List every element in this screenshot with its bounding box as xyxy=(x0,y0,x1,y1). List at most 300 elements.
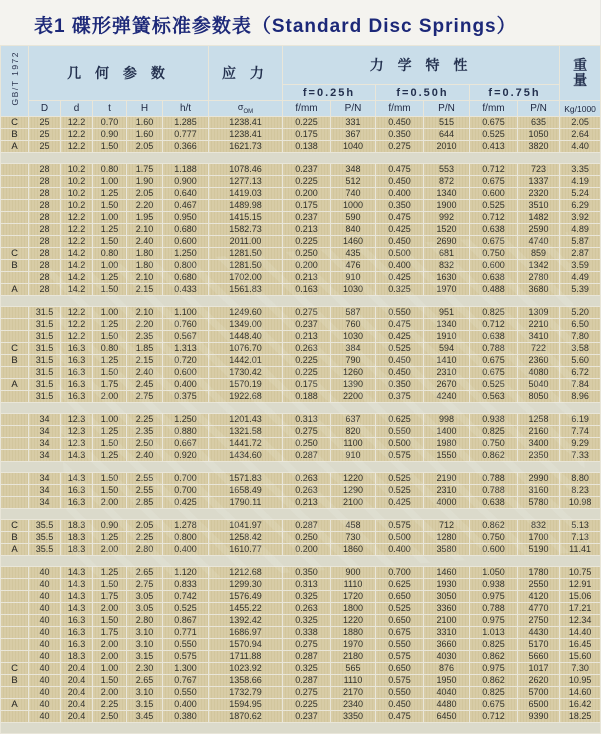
table-cell: 3.15 xyxy=(127,651,163,663)
table-cell: 0.200 xyxy=(283,260,331,272)
table-cell: 859 xyxy=(518,248,560,260)
table-cell: 0.70 xyxy=(93,117,127,129)
table-row xyxy=(1,141,601,153)
table-cell: 0.475 xyxy=(376,319,424,331)
table-cell: 7.30 xyxy=(560,663,601,675)
table-cell: 6500 xyxy=(518,699,560,711)
table-cell: 2.75 xyxy=(127,391,163,403)
table-cell: 16.3 xyxy=(61,639,93,651)
table-cell: 0.450 xyxy=(376,117,424,129)
table-cell: 0.750 xyxy=(470,532,518,544)
table-header xyxy=(1,46,601,117)
table-cell: 1582.73 xyxy=(209,224,283,236)
table-cell: 0.450 xyxy=(376,176,424,188)
table-cell: 5660 xyxy=(518,651,560,663)
table-cell: 1299.30 xyxy=(209,579,283,591)
series-grade-cell xyxy=(1,188,29,200)
table-cell: 553 xyxy=(424,164,470,176)
table-cell: 5.39 xyxy=(560,284,601,296)
table-cell: 2.10 xyxy=(127,224,163,236)
table-cell: 0.788 xyxy=(470,603,518,615)
table-cell: 2.65 xyxy=(127,675,163,687)
table-cell: 2550 xyxy=(518,579,560,591)
table-cell: 1.300 xyxy=(163,663,209,675)
table-cell: 2320 xyxy=(518,188,560,200)
col-p3: P/N xyxy=(518,101,560,117)
table-cell: 0.650 xyxy=(376,663,424,675)
table-cell: 2.10 xyxy=(127,307,163,319)
table-cell: 28 xyxy=(29,260,61,272)
table-cell: 7.13 xyxy=(560,532,601,544)
series-grade-cell: B xyxy=(1,675,29,687)
table-cell: 12.2 xyxy=(61,319,93,331)
table-cell: 28 xyxy=(29,236,61,248)
series-grade-cell xyxy=(1,639,29,651)
table-cell: 34 xyxy=(29,485,61,497)
table-cell: 2340 xyxy=(331,699,376,711)
table-cell: 0.350 xyxy=(376,129,424,141)
table-cell: 25 xyxy=(29,129,61,141)
table-cell: 2.30 xyxy=(127,663,163,675)
table-cell: 2750 xyxy=(518,615,560,627)
table-cell: 0.638 xyxy=(470,331,518,343)
table-cell: 7.33 xyxy=(560,450,601,462)
table-cell: 1277.13 xyxy=(209,176,283,188)
table-cell: 2.75 xyxy=(127,579,163,591)
group-separator xyxy=(1,723,601,734)
table-cell: 0.720 xyxy=(163,355,209,367)
table-cell: 1.75 xyxy=(93,627,127,639)
table-cell: 0.525 xyxy=(470,200,518,212)
table-cell: 0.788 xyxy=(470,485,518,497)
table-cell: 0.313 xyxy=(283,414,331,426)
table-cell: 1.85 xyxy=(127,343,163,355)
series-grade-cell xyxy=(1,164,29,176)
table-cell: 1.120 xyxy=(163,567,209,579)
table-cell: 0.475 xyxy=(376,212,424,224)
table-cell: 458 xyxy=(331,520,376,532)
table-cell: 0.275 xyxy=(283,426,331,438)
table-cell: 1040 xyxy=(331,141,376,153)
table-cell: 31.5 xyxy=(29,343,61,355)
table-cell: 18.25 xyxy=(560,711,601,723)
table-cell: 31.5 xyxy=(29,391,61,403)
table-cell: 0.175 xyxy=(283,379,331,391)
table-cell: 1321.58 xyxy=(209,426,283,438)
table-cell: 832 xyxy=(518,520,560,532)
table-cell: 512 xyxy=(331,176,376,188)
table-cell: 1.25 xyxy=(93,567,127,579)
table-cell: 0.275 xyxy=(283,687,331,699)
table-cell: 28 xyxy=(29,164,61,176)
table-cell: 6.72 xyxy=(560,367,601,379)
weight-header xyxy=(560,46,601,101)
table-cell: 2990 xyxy=(518,473,560,485)
table-cell: 910 xyxy=(331,450,376,462)
table-cell: 0.700 xyxy=(163,473,209,485)
table-cell: 1.75 xyxy=(93,591,127,603)
table-row xyxy=(1,627,601,639)
table-cell: 0.225 xyxy=(283,117,331,129)
table-cell: 2011.00 xyxy=(209,236,283,248)
table-cell: 2190 xyxy=(424,473,470,485)
table-cell: 2.05 xyxy=(560,117,601,129)
table-cell: 0.750 xyxy=(470,248,518,260)
table-cell: 1041.97 xyxy=(209,520,283,532)
table-cell: 0.525 xyxy=(376,343,424,355)
table-cell: 0.213 xyxy=(283,272,331,284)
table-row xyxy=(1,391,601,403)
table-cell: 435 xyxy=(331,248,376,260)
table-cell: 0.825 xyxy=(470,426,518,438)
table-cell: 0.600 xyxy=(470,188,518,200)
table-cell: 15.06 xyxy=(560,591,601,603)
table-cell: 2010 xyxy=(424,141,470,153)
series-grade-cell: C xyxy=(1,343,29,355)
table-cell: 0.638 xyxy=(470,497,518,509)
table-cell: 12.3 xyxy=(61,438,93,450)
table-cell: 1.00 xyxy=(93,176,127,188)
table-cell: 1950 xyxy=(424,675,470,687)
table-cell: 1337 xyxy=(518,176,560,188)
table-cell: 0.975 xyxy=(470,591,518,603)
table-cell: 2.10 xyxy=(127,272,163,284)
series-grade-cell xyxy=(1,200,29,212)
table-cell: 10.98 xyxy=(560,497,601,509)
table-row xyxy=(1,260,601,272)
series-grade-cell xyxy=(1,473,29,485)
table-cell: 2.25 xyxy=(93,699,127,711)
table-row xyxy=(1,438,601,450)
table-cell: 0.287 xyxy=(283,675,331,687)
table-cell: 0.862 xyxy=(470,520,518,532)
table-cell: 0.675 xyxy=(470,176,518,188)
table-cell: 6.29 xyxy=(560,200,601,212)
table-cell: 1970 xyxy=(424,284,470,296)
table-cell: 681 xyxy=(424,248,470,260)
table-cell: 1.50 xyxy=(93,200,127,212)
table-cell: 0.675 xyxy=(470,367,518,379)
table-cell: 1410 xyxy=(424,355,470,367)
table-cell: 4740 xyxy=(518,236,560,248)
table-cell: 0.500 xyxy=(376,248,424,260)
table-cell: 1281.50 xyxy=(209,260,283,272)
table-cell: 4430 xyxy=(518,627,560,639)
table-cell: 2690 xyxy=(424,236,470,248)
table-cell: 1630 xyxy=(424,272,470,284)
table-cell: 1870.62 xyxy=(209,711,283,723)
table-cell: 10.2 xyxy=(61,200,93,212)
series-grade-cell xyxy=(1,687,29,699)
table-cell: 1201.43 xyxy=(209,414,283,426)
table-cell: 1.00 xyxy=(93,212,127,224)
table-cell: 0.650 xyxy=(376,615,424,627)
table-cell: 1.00 xyxy=(93,260,127,272)
table-cell: 2.40 xyxy=(127,367,163,379)
table-cell: 20.4 xyxy=(61,675,93,687)
table-cell: 28 xyxy=(29,284,61,296)
table-cell: 16.3 xyxy=(61,343,93,355)
table-cell: 0.225 xyxy=(283,176,331,188)
table-cell: 14.3 xyxy=(61,579,93,591)
table-cell: 1342 xyxy=(518,260,560,272)
table-row xyxy=(1,129,601,141)
table-cell: 0.675 xyxy=(470,355,518,367)
table-cell: 7.84 xyxy=(560,379,601,391)
table-row xyxy=(1,651,601,663)
series-grade-cell xyxy=(1,603,29,615)
table-cell: 2.65 xyxy=(127,567,163,579)
table-cell: 0.525 xyxy=(376,485,424,497)
col-h-over-t: h/t xyxy=(163,101,209,117)
table-cell: 40 xyxy=(29,711,61,723)
table-cell: 1390 xyxy=(331,379,376,391)
table-cell: 1340 xyxy=(424,319,470,331)
table-cell: 2.20 xyxy=(127,200,163,212)
table-cell: 0.788 xyxy=(470,473,518,485)
table-cell: 34 xyxy=(29,497,61,509)
table-cell: 1419.03 xyxy=(209,188,283,200)
table-cell: 2.45 xyxy=(127,379,163,391)
table-cell: 0.467 xyxy=(163,200,209,212)
table-cell: 2.05 xyxy=(127,141,163,153)
table-cell: 0.862 xyxy=(470,450,518,462)
table-cell: 28 xyxy=(29,176,61,188)
table-cell: 1455.22 xyxy=(209,603,283,615)
table-cell: 1700 xyxy=(518,532,560,544)
table-cell: 4080 xyxy=(518,367,560,379)
table-row xyxy=(1,485,601,497)
table-cell: 16.3 xyxy=(61,391,93,403)
table-cell: 16.3 xyxy=(61,367,93,379)
table-cell: 18.3 xyxy=(61,544,93,556)
table-cell: 12.2 xyxy=(61,307,93,319)
table-cell: 1570.19 xyxy=(209,379,283,391)
table-cell: 3310 xyxy=(424,627,470,639)
table-cell: 2310 xyxy=(424,367,470,379)
col-f2: f/mm xyxy=(376,101,424,117)
geometry-header: 几 何 参 数 xyxy=(29,46,209,101)
table-cell: 0.80 xyxy=(93,248,127,260)
table-cell: 0.525 xyxy=(376,603,424,615)
table-cell: 0.275 xyxy=(283,639,331,651)
table-cell: 2.00 xyxy=(93,497,127,509)
table-cell: 0.237 xyxy=(283,711,331,723)
table-cell: 40 xyxy=(29,603,61,615)
table-cell: 18.3 xyxy=(61,651,93,663)
series-grade-cell xyxy=(1,367,29,379)
col-d: d xyxy=(61,101,93,117)
table-cell: 2.80 xyxy=(127,615,163,627)
table-cell: 18.3 xyxy=(61,532,93,544)
table-cell: 635 xyxy=(518,117,560,129)
table-cell: 0.525 xyxy=(470,129,518,141)
table-cell: 1.90 xyxy=(127,176,163,188)
table-cell: 0.825 xyxy=(470,687,518,699)
table-cell: 28 xyxy=(29,200,61,212)
table-cell: 2.80 xyxy=(127,544,163,556)
table-cell: 0.275 xyxy=(376,141,424,153)
table-cell: 34 xyxy=(29,473,61,485)
table-cell: 40 xyxy=(29,627,61,639)
table-cell: 8.23 xyxy=(560,485,601,497)
table-cell: 5170 xyxy=(518,639,560,651)
table-cell: 31.5 xyxy=(29,367,61,379)
table-cell: 1290 xyxy=(331,485,376,497)
col-kg-per-1000: Kg/1000 xyxy=(560,101,601,117)
table-cell: 14.3 xyxy=(61,603,93,615)
table-cell: 0.287 xyxy=(283,520,331,532)
table-cell: 1340 xyxy=(424,188,470,200)
series-grade-cell xyxy=(1,438,29,450)
table-row xyxy=(1,687,601,699)
series-grade-cell xyxy=(1,224,29,236)
table-cell: 34 xyxy=(29,438,61,450)
table-row xyxy=(1,248,601,260)
table-cell: 12.91 xyxy=(560,579,601,591)
table-cell: 1358.66 xyxy=(209,675,283,687)
table-cell: 12.2 xyxy=(61,224,93,236)
table-cell: 1030 xyxy=(331,284,376,296)
table-cell: 1.50 xyxy=(93,675,127,687)
table-cell: 1.75 xyxy=(93,379,127,391)
table-cell: 1220 xyxy=(331,473,376,485)
table-cell: 0.380 xyxy=(163,711,209,723)
table-cell: 0.80 xyxy=(93,164,127,176)
table-cell: 1571.83 xyxy=(209,473,283,485)
table-cell: 0.575 xyxy=(376,520,424,532)
group-separator xyxy=(1,403,601,414)
table-cell: 3.59 xyxy=(560,260,601,272)
deflection-025h-header: f=0.25h xyxy=(283,85,376,101)
table-row xyxy=(1,639,601,651)
table-cell: 1.50 xyxy=(93,331,127,343)
table-cell: 31.5 xyxy=(29,307,61,319)
table-cell: 0.900 xyxy=(163,176,209,188)
table-cell: 20.4 xyxy=(61,663,93,675)
col-sigma-om: $\sigma_{OM}$ xyxy=(209,101,283,117)
table-cell: 1.25 xyxy=(93,426,127,438)
table-cell: 0.760 xyxy=(163,319,209,331)
table-cell: 5780 xyxy=(518,497,560,509)
table-cell: 1686.97 xyxy=(209,627,283,639)
table-cell: 1212.68 xyxy=(209,567,283,579)
table-cell: 1576.49 xyxy=(209,591,283,603)
table-cell: 4.19 xyxy=(560,176,601,188)
table-cell: 2180 xyxy=(331,651,376,663)
table-cell: 0.975 xyxy=(470,663,518,675)
table-cell: 1.50 xyxy=(93,438,127,450)
table-cell: 35.5 xyxy=(29,520,61,532)
table-cell: 951 xyxy=(424,307,470,319)
table-cell: 31.5 xyxy=(29,319,61,331)
table-cell: 2780 xyxy=(518,272,560,284)
table-cell: 0.475 xyxy=(376,711,424,723)
table-cell: 2.00 xyxy=(93,544,127,556)
table-cell: 0.550 xyxy=(376,307,424,319)
table-cell: 1.25 xyxy=(93,224,127,236)
table-cell: 565 xyxy=(331,663,376,675)
table-cell: 0.788 xyxy=(470,343,518,355)
table-cell: 1.50 xyxy=(93,284,127,296)
table-cell: 1482 xyxy=(518,212,560,224)
table-row xyxy=(1,699,601,711)
table-row xyxy=(1,224,601,236)
group-separator xyxy=(1,462,601,473)
table-cell: 2100 xyxy=(424,615,470,627)
table-cell: 4.49 xyxy=(560,272,601,284)
table-cell: 0.700 xyxy=(376,567,424,579)
table-row xyxy=(1,367,601,379)
table-cell: 0.575 xyxy=(376,651,424,663)
table-cell: 0.350 xyxy=(283,567,331,579)
stress-header: 应 力 xyxy=(209,46,283,101)
table-cell: 2200 xyxy=(331,391,376,403)
table-cell: 14.3 xyxy=(61,450,93,462)
table-cell: 12.2 xyxy=(61,129,93,141)
series-grade-cell: A xyxy=(1,141,29,153)
table-cell: 28 xyxy=(29,248,61,260)
table-cell: 3580 xyxy=(424,544,470,556)
table-cell: 0.213 xyxy=(283,224,331,236)
table-cell: 2.35 xyxy=(127,426,163,438)
table-cell: 1.50 xyxy=(93,615,127,627)
table-row xyxy=(1,200,601,212)
table-cell: 0.638 xyxy=(470,272,518,284)
table-cell: 6.50 xyxy=(560,319,601,331)
table-row xyxy=(1,284,601,296)
table-cell: 4770 xyxy=(518,603,560,615)
table-cell: 2.35 xyxy=(127,331,163,343)
table-cell: 14.3 xyxy=(61,591,93,603)
table-cell: 0.712 xyxy=(470,319,518,331)
table-row xyxy=(1,236,601,248)
table-cell: 16.3 xyxy=(61,627,93,639)
table-row xyxy=(1,520,601,532)
table-cell: 0.650 xyxy=(376,591,424,603)
table-cell: 0.700 xyxy=(163,485,209,497)
table-cell: 0.500 xyxy=(376,438,424,450)
table-cell: 730 xyxy=(331,532,376,544)
table-cell: 0.640 xyxy=(163,188,209,200)
table-cell: 1780 xyxy=(518,567,560,579)
col-p1: P/N xyxy=(331,101,376,117)
table-cell: 0.450 xyxy=(376,355,424,367)
table-cell: 1000 xyxy=(331,200,376,212)
table-cell: 14.60 xyxy=(560,687,601,699)
table-cell: 40 xyxy=(29,567,61,579)
table-cell: 0.263 xyxy=(283,603,331,615)
table-cell: 0.325 xyxy=(283,615,331,627)
table-cell: 28 xyxy=(29,272,61,284)
table-cell: 0.938 xyxy=(470,414,518,426)
table-cell: 0.550 xyxy=(163,687,209,699)
table-cell: 644 xyxy=(424,129,470,141)
table-cell: 1030 xyxy=(331,331,376,343)
table-cell: 0.175 xyxy=(283,200,331,212)
table-cell: 40 xyxy=(29,699,61,711)
table-cell: 2.50 xyxy=(127,438,163,450)
table-cell: 0.920 xyxy=(163,450,209,462)
table-cell: 1.250 xyxy=(163,248,209,260)
table-cell: 1.95 xyxy=(127,212,163,224)
table-row xyxy=(1,319,601,331)
series-grade-cell xyxy=(1,615,29,627)
table-cell: 1017 xyxy=(518,663,560,675)
table-cell: 4030 xyxy=(424,651,470,663)
table-cell: 0.777 xyxy=(163,129,209,141)
table-row xyxy=(1,450,601,462)
